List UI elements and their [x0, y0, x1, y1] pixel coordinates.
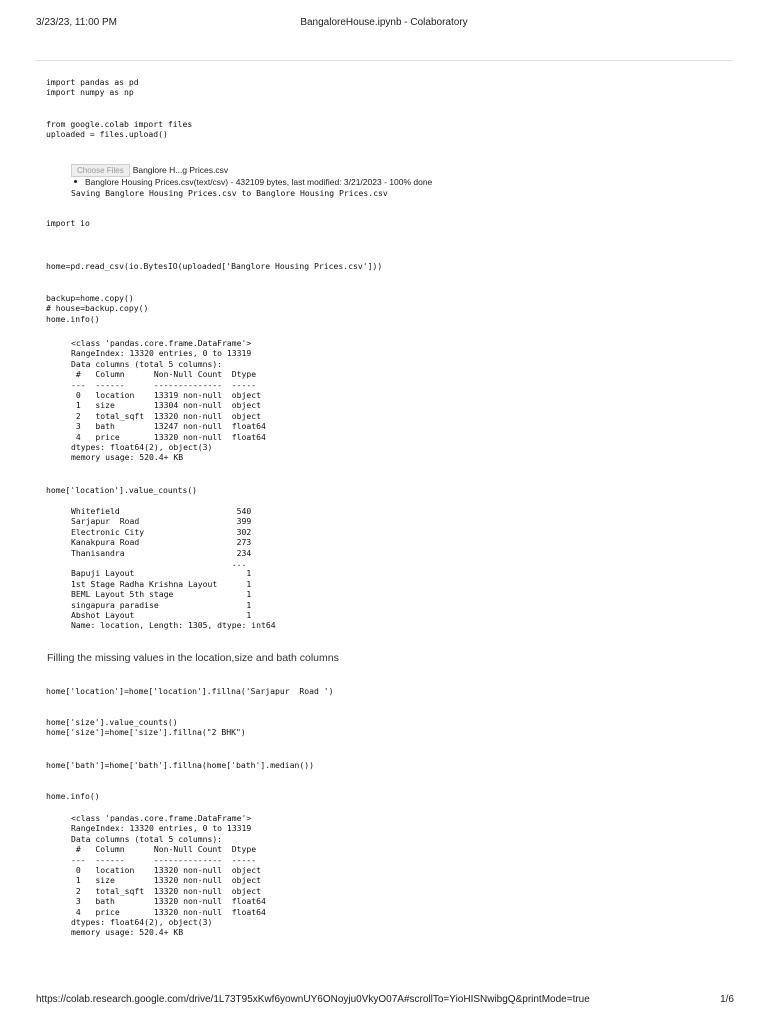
code-cell-fill-size[interactable]: home['size'].value_counts() home['size']=home['size'].fillna("2 BHK") — [46, 717, 246, 738]
value-counts-output: Whitefield 540 Sarjapur Road 399 Electronic City 302 Kanakpura Road 273 Thanisandra 234 ... Bapuji Layout 1 1st Stage Radha Krishna Layout 1 BEML Layout 5th stage 1 singapura paradise 1 Abshot Layout 1 Name: location, Length: 1305, dtype: int64 — [71, 506, 276, 631]
code-cell-value-counts[interactable]: home['location'].value_counts() — [46, 485, 198, 495]
bullet-icon — [74, 180, 77, 183]
upload-saving-output: Saving Banglore Housing Prices.csv to Banglore Housing Prices.csv — [71, 188, 388, 198]
selected-file-label: Banglore H...g Prices.csv — [132, 165, 229, 175]
page-number: 1/6 — [720, 994, 734, 1005]
upload-widget — [71, 164, 228, 177]
code-cell-upload[interactable]: from google.colab import files uploaded = files.upload() — [46, 119, 193, 140]
print-datetime: 3/23/23, 11:00 PM — [36, 17, 117, 28]
upload-file-detail — [71, 177, 432, 187]
page-url: https://colab.research.google.com/drive/1L73T95xKwf6yownUY6ONoyju0VkyO07A#scrollTo=YioHISNwibgQ&printMode=true — [36, 994, 590, 1005]
code-cell-backup[interactable]: backup=home.copy() # house=backup.copy() home.info() — [46, 293, 149, 324]
code-cell-info[interactable]: home.info() — [46, 791, 100, 801]
code-cell-import-io[interactable]: import io — [46, 218, 90, 228]
code-cell-imports[interactable]: import pandas as pd import numpy as np — [46, 77, 139, 98]
header-divider — [34, 60, 734, 61]
upload-file-detail-text: Banglore Housing Prices.csv(text/csv) - 432109 bytes, last modified: 3/21/2023 - 100% done — [85, 177, 433, 187]
code-cell-fill-location[interactable]: home['location']=home['location'].fillna('Sarjapur Road ') — [46, 686, 334, 696]
notebook-title: BangaloreHouse.ipynb - Colaboratory — [300, 17, 468, 28]
info-output-1: <class 'pandas.core.frame.DataFrame'> RangeIndex: 13320 entries, 0 to 13319 Data columns (total 5 columns): # Column Non-Null Count Dtype --- ------ -------------- ----- 0 location 13319 non-null object 1 size 13304 non-null object 2 total_sqft 13320 non-null object 3 bath 13247 non-null float64 4 price 13320 non-null float64 dtypes: float64(2), object(3) memory usage: 520.4+ KB — [71, 338, 266, 463]
info-output-2: <class 'pandas.core.frame.DataFrame'> RangeIndex: 13320 entries, 0 to 13319 Data columns (total 5 columns): # Column Non-Null Count Dtype --- ------ -------------- ----- 0 location 13320 non-null object 1 size 13320 non-null object 2 total_sqft 13320 non-null object 3 bath 13320 non-null float64 4 price 13320 non-null float64 dtypes: float64(2), object(3) memory usage: 520.4+ KB — [71, 813, 266, 938]
code-cell-fill-bath[interactable]: home['bath']=home['bath'].fillna(home['bath'].median()) — [46, 760, 315, 770]
code-cell-read-csv[interactable]: home=pd.read_csv(io.BytesIO(uploaded['Banglore Housing Prices.csv'])) — [46, 261, 383, 271]
markdown-cell: Filling the missing values in the location,size and bath columns — [47, 652, 339, 664]
choose-files-button[interactable]: Choose Files — [71, 164, 130, 177]
